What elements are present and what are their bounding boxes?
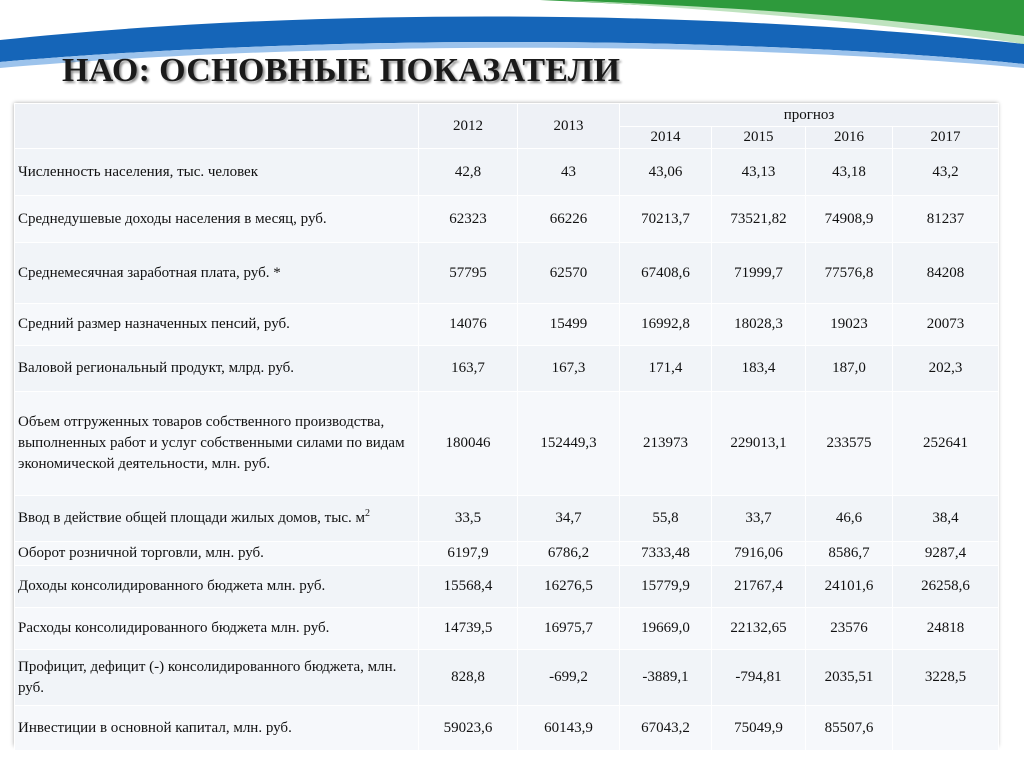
row-label: Оборот розничной торговли, млн. руб. bbox=[15, 542, 419, 566]
indicators-table bbox=[14, 103, 999, 751]
row-label: Численность населения, тыс. человек bbox=[15, 149, 419, 196]
cell-2012: 15568,4 bbox=[419, 566, 518, 608]
cell-2017: 252641 bbox=[893, 392, 999, 496]
cell-2012: 57795 bbox=[419, 243, 518, 304]
cell-2017: 9287,4 bbox=[893, 542, 999, 566]
cell-2014: 55,8 bbox=[620, 496, 712, 542]
table-row bbox=[15, 566, 999, 608]
cell-2013: 43 bbox=[518, 149, 620, 196]
cell-2017: 202,3 bbox=[893, 346, 999, 392]
cell-2016: 74908,9 bbox=[806, 196, 893, 243]
header-year-2017: 2017 bbox=[893, 127, 999, 149]
cell-2015: 21767,4 bbox=[712, 566, 806, 608]
cell-2014: 15779,9 bbox=[620, 566, 712, 608]
indicators-table-container bbox=[14, 103, 998, 746]
header-year-2016: 2016 bbox=[806, 127, 893, 149]
cell-2017: 24818 bbox=[893, 608, 999, 650]
cell-2014: 19669,0 bbox=[620, 608, 712, 650]
cell-2016: 19023 bbox=[806, 304, 893, 346]
cell-2015: 71999,7 bbox=[712, 243, 806, 304]
cell-2015: 22132,65 bbox=[712, 608, 806, 650]
cell-2013: 62570 bbox=[518, 243, 620, 304]
cell-2017: 20073 bbox=[893, 304, 999, 346]
row-label: Инвестиции в основной капитал, млн. руб. bbox=[15, 706, 419, 751]
cell-2012: 59023,6 bbox=[419, 706, 518, 751]
header-year-2013: 2013 bbox=[518, 104, 620, 149]
table-row bbox=[15, 149, 999, 196]
cell-2013: 16276,5 bbox=[518, 566, 620, 608]
cell-2016: 8586,7 bbox=[806, 542, 893, 566]
cell-2017: 84208 bbox=[893, 243, 999, 304]
table-row bbox=[15, 304, 999, 346]
superscript: 2 bbox=[364, 508, 370, 519]
row-label: Валовой региональный продукт, млрд. руб. bbox=[15, 346, 419, 392]
cell-2017 bbox=[893, 706, 999, 751]
cell-2014: 70213,7 bbox=[620, 196, 712, 243]
cell-2014: 171,4 bbox=[620, 346, 712, 392]
cell-2013: 16975,7 bbox=[518, 608, 620, 650]
cell-2013: 6786,2 bbox=[518, 542, 620, 566]
cell-2016: 23576 bbox=[806, 608, 893, 650]
cell-2015: 43,13 bbox=[712, 149, 806, 196]
table-row bbox=[15, 608, 999, 650]
cell-2013: 66226 bbox=[518, 196, 620, 243]
cell-2016: 77576,8 bbox=[806, 243, 893, 304]
cell-2013: 167,3 bbox=[518, 346, 620, 392]
cell-2017: 43,2 bbox=[893, 149, 999, 196]
row-label: Объем отгруженных товаров собственного производства, выполненных работ и услуг собственными силами по видам экономической деятельности, млн. руб. bbox=[15, 392, 419, 496]
header-year-2015: 2015 bbox=[712, 127, 806, 149]
cell-2015: 7916,06 bbox=[712, 542, 806, 566]
header-year-2012: 2012 bbox=[419, 104, 518, 149]
cell-2016: 233575 bbox=[806, 392, 893, 496]
row-label-text: Ввод в действие общей площади жилых домов, тыс. м bbox=[18, 510, 365, 526]
cell-2014: 43,06 bbox=[620, 149, 712, 196]
cell-2017: 26258,6 bbox=[893, 566, 999, 608]
cell-2013: 60143,9 bbox=[518, 706, 620, 751]
cell-2017: 38,4 bbox=[893, 496, 999, 542]
cell-2017: 3228,5 bbox=[893, 650, 999, 706]
cell-2013: 152449,3 bbox=[518, 392, 620, 496]
cell-2012: 163,7 bbox=[419, 346, 518, 392]
cell-2016: 46,6 bbox=[806, 496, 893, 542]
cell-2013: 15499 bbox=[518, 304, 620, 346]
cell-2012: 828,8 bbox=[419, 650, 518, 706]
cell-2013: 34,7 bbox=[518, 496, 620, 542]
cell-2013: -699,2 bbox=[518, 650, 620, 706]
cell-2015: 33,7 bbox=[712, 496, 806, 542]
cell-2016: 85507,6 bbox=[806, 706, 893, 751]
header-forecast: прогноз bbox=[620, 104, 999, 127]
table-row bbox=[15, 496, 999, 542]
table-row bbox=[15, 196, 999, 243]
header-year-2014: 2014 bbox=[620, 127, 712, 149]
table-row bbox=[15, 392, 999, 496]
cell-2014: 213973 bbox=[620, 392, 712, 496]
cell-2015: 73521,82 bbox=[712, 196, 806, 243]
cell-2012: 62323 bbox=[419, 196, 518, 243]
row-label: Среднемесячная заработная плата, руб. * bbox=[15, 243, 419, 304]
table-row bbox=[15, 542, 999, 566]
cell-2014: 67043,2 bbox=[620, 706, 712, 751]
row-label: Расходы консолидированного бюджета млн. руб. bbox=[15, 608, 419, 650]
cell-2015: 18028,3 bbox=[712, 304, 806, 346]
header-row bbox=[15, 104, 999, 127]
cell-2012: 14076 bbox=[419, 304, 518, 346]
row-label: Доходы консолидированного бюджета млн. руб. bbox=[15, 566, 419, 608]
cell-2012: 42,8 bbox=[419, 149, 518, 196]
cell-2015: 75049,9 bbox=[712, 706, 806, 751]
cell-2014: 7333,48 bbox=[620, 542, 712, 566]
cell-2014: 67408,6 bbox=[620, 243, 712, 304]
cell-2015: 183,4 bbox=[712, 346, 806, 392]
cell-2016: 24101,6 bbox=[806, 566, 893, 608]
cell-2012: 6197,9 bbox=[419, 542, 518, 566]
table-row bbox=[15, 706, 999, 751]
cell-2016: 43,18 bbox=[806, 149, 893, 196]
table-row bbox=[15, 346, 999, 392]
row-label bbox=[15, 496, 419, 542]
cell-2016: 187,0 bbox=[806, 346, 893, 392]
row-label: Профицит, дефицит (-) консолидированного бюджета, млн. руб. bbox=[15, 650, 419, 706]
table-row bbox=[15, 243, 999, 304]
cell-2016: 2035,51 bbox=[806, 650, 893, 706]
table-row bbox=[15, 650, 999, 706]
cell-2015: -794,81 bbox=[712, 650, 806, 706]
row-label: Средний размер назначенных пенсий, руб. bbox=[15, 304, 419, 346]
header-corner bbox=[15, 104, 419, 149]
cell-2012: 33,5 bbox=[419, 496, 518, 542]
cell-2017: 81237 bbox=[893, 196, 999, 243]
cell-2015: 229013,1 bbox=[712, 392, 806, 496]
cell-2012: 14739,5 bbox=[419, 608, 518, 650]
row-label: Среднедушевые доходы населения в месяц, руб. bbox=[15, 196, 419, 243]
cell-2012: 180046 bbox=[419, 392, 518, 496]
slide-title: НАО: ОСНОВНЫЕ ПОКАЗАТЕЛИ bbox=[62, 52, 621, 89]
cell-2014: -3889,1 bbox=[620, 650, 712, 706]
cell-2014: 16992,8 bbox=[620, 304, 712, 346]
